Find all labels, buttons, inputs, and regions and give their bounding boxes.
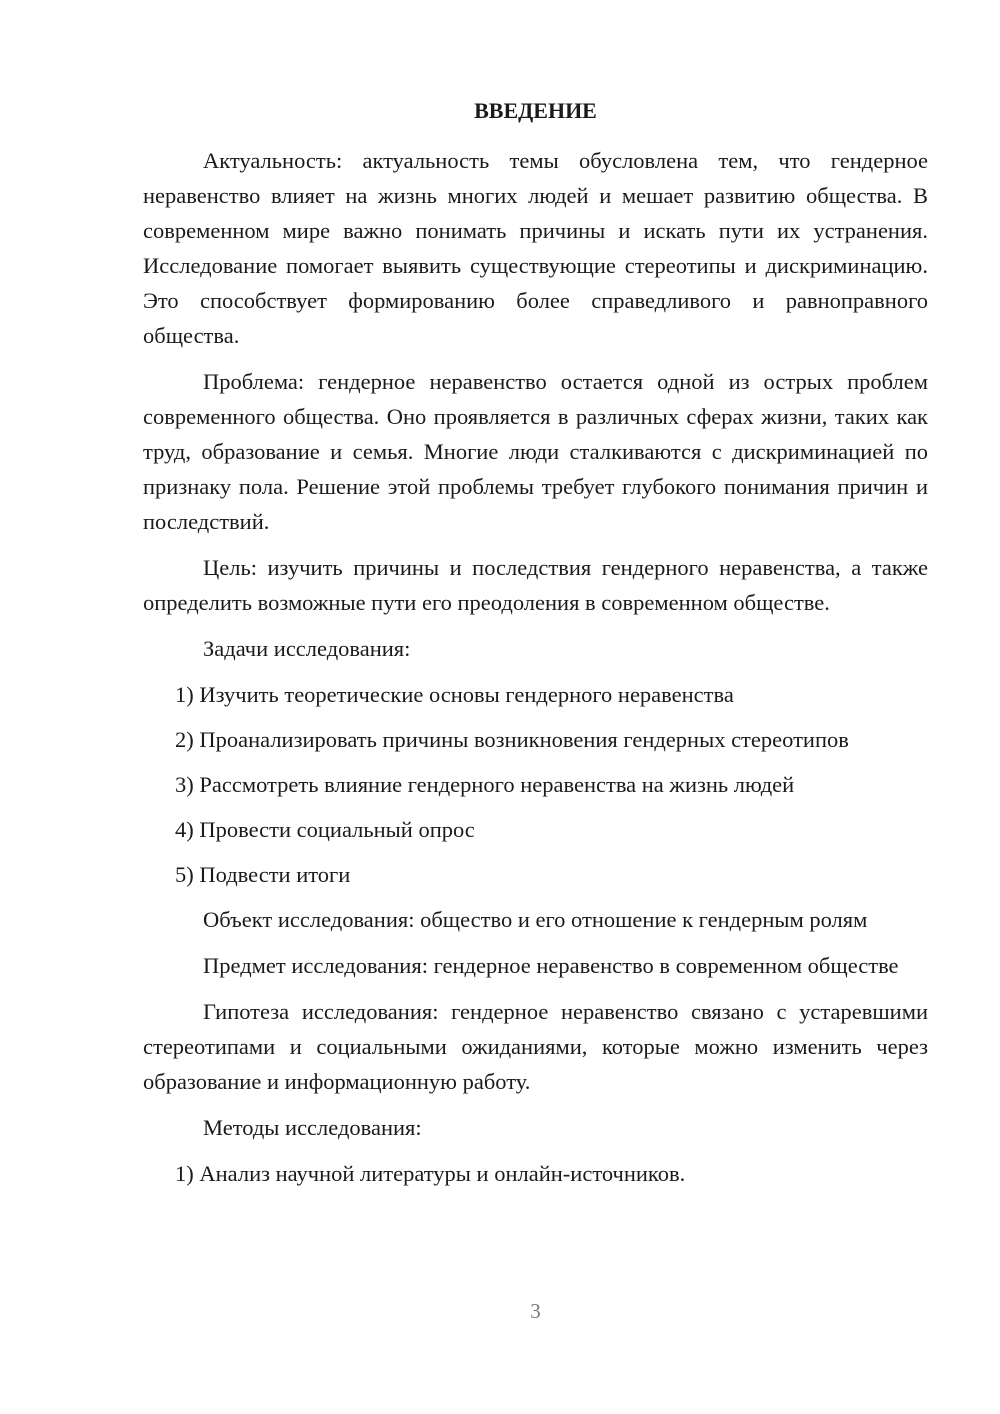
paragraph-subject: Предмет исследования: гендерное неравенство в современном обществе: [203, 953, 899, 978]
list-item: 2) Проанализировать причины возникновения гендерных стереотипов: [175, 727, 849, 752]
list-item: 1) Анализ научной литературы и онлайн-источников.: [175, 1161, 686, 1186]
tasks-list: [143, 677, 928, 892]
methods-heading: Методы исследования:: [203, 1115, 422, 1140]
paragraph-problem: Проблема: гендерное неравенство остается одной из острых проблем современного общества. Оно проявляется в различных сферах жизни, таких как труд, образование и семья. Многие люди сталкиваются с дискриминацией по признаку пола. Решение этой проблемы требует глубокого понимания причин и последствий.: [143, 369, 928, 534]
paragraph-relevance: Актуальность: актуальность темы обусловлена тем, что гендерное неравенство влияет на жизнь многих людей и мешает развитию общества. В современном мире важно понимать причины и искать пути их устранения. Исследование помогает выявить существующие стереотипы и дискриминацию. Это способствует формированию более справедливого и равноправного общества.: [143, 148, 928, 348]
page-number: 3: [530, 1299, 541, 1323]
paragraph-hypothesis: Гипотеза исследования: гендерное неравенство связано с устаревшими стереотипами и социальными ожиданиями, которые можно изменить через образование и информационную работу.: [143, 999, 928, 1094]
list-item: 1) Изучить теоретические основы гендерного неравенства: [175, 682, 734, 707]
list-item: 5) Подвести итоги: [175, 862, 351, 887]
paragraph-goal: Цель: изучить причины и последствия гендерного неравенства, а также определить возможные пути его преодоления в современном обществе.: [143, 555, 928, 615]
document-page: [143, 0, 928, 1414]
methods-list: [143, 1156, 928, 1191]
paragraph-object: Объект исследования: общество и его отношение к гендерным ролям: [203, 907, 868, 932]
document-body: [143, 143, 928, 1201]
section-title: ВВЕДЕНИЕ: [474, 98, 597, 123]
list-item: 4) Провести социальный опрос: [175, 817, 475, 842]
tasks-heading: Задачи исследования:: [203, 636, 411, 661]
list-item: 3) Рассмотреть влияние гендерного неравенства на жизнь людей: [175, 772, 795, 797]
